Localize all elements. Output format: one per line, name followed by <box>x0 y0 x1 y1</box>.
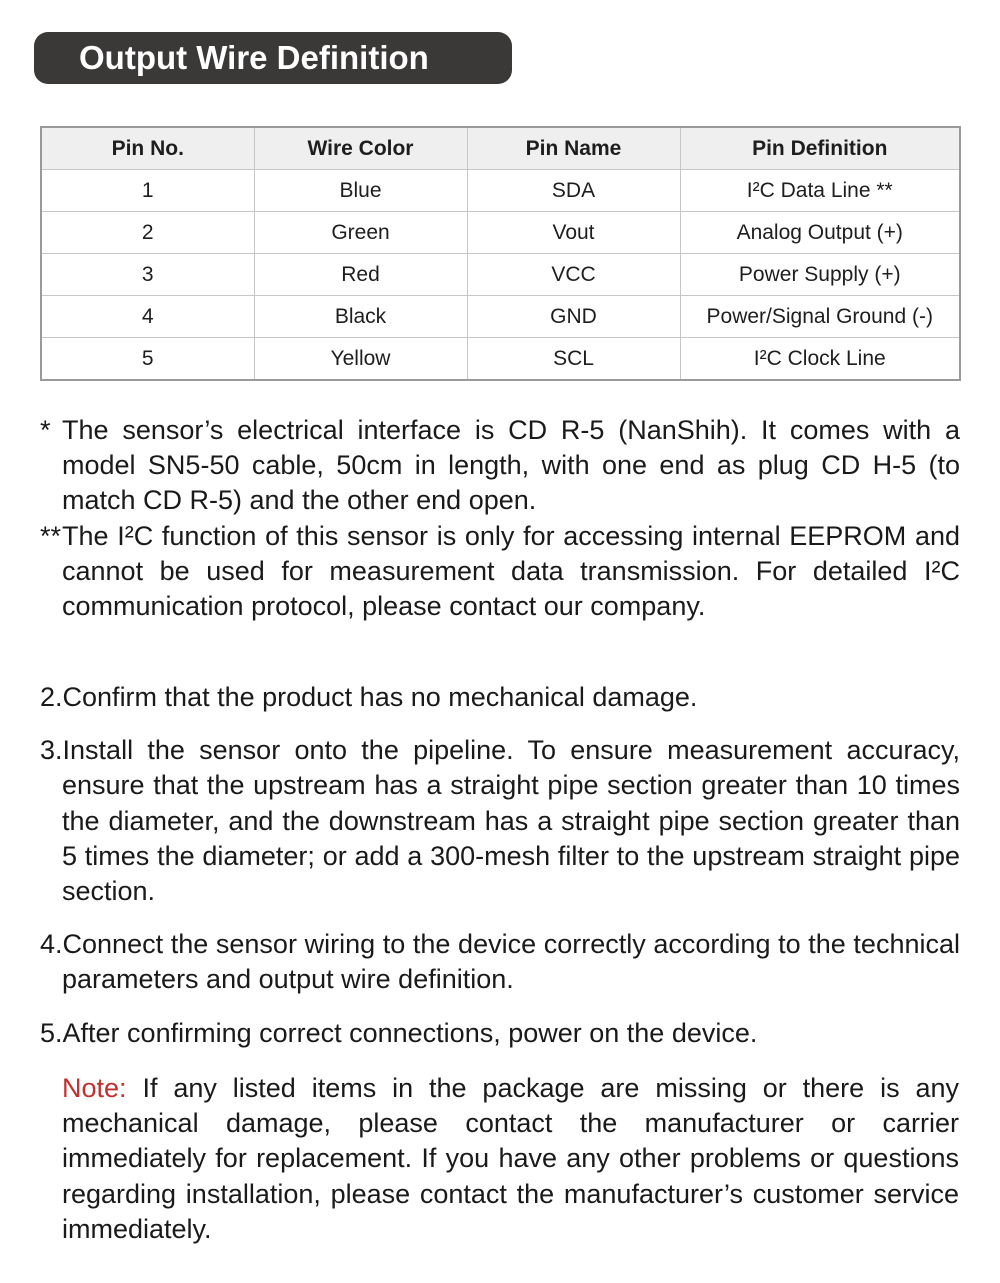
cell-pin-no: 5 <box>41 338 254 381</box>
footnote-1 <box>40 413 960 519</box>
table-row <box>41 338 960 381</box>
cell-pin-name: Vout <box>467 212 680 254</box>
cell-wire-color: Green <box>254 212 467 254</box>
cell-pin-definition: Power Supply (+) <box>680 254 960 296</box>
section-title: Output Wire Definition <box>79 39 429 76</box>
header-wire-color: Wire Color <box>254 127 467 170</box>
header-pin-definition: Pin Definition <box>680 127 960 170</box>
cell-pin-definition: Analog Output (+) <box>680 212 960 254</box>
cell-pin-no: 2 <box>41 212 254 254</box>
cell-pin-definition: Power/Signal Ground (-) <box>680 296 960 338</box>
cell-wire-color: Red <box>254 254 467 296</box>
cell-wire-color: Yellow <box>254 338 467 381</box>
cell-pin-name: SCL <box>467 338 680 381</box>
section-title-bar <box>34 32 512 84</box>
cell-pin-definition: I²C Clock Line <box>680 338 960 381</box>
footnote-1-marker: * <box>40 415 51 445</box>
note-text: If any listed items in the package are missing or there is any mechanical damage, please contact the manufacturer or carrier immediately for replacement. If you have any other problems or questions regarding installation, please contact the manufacturer’s customer service immediately. <box>62 1073 959 1244</box>
step-item <box>40 927 960 997</box>
table-row <box>41 254 960 296</box>
step-text: Install the sensor onto the pipeline. To ensure measurement accuracy, ensure that the upstream has a straight pipe section greater than 10 times the diameter, and the downstream has a straight pipe section greater than 5 times the diameter; or add a 300-mesh filter to the upstream straight pipe section. <box>62 735 960 907</box>
footnote-2-marker: ** <box>40 520 62 551</box>
step-text: Confirm that the product has no mechanical damage. <box>62 682 698 712</box>
footnotes <box>40 413 960 624</box>
table-header-row <box>41 127 960 170</box>
footnote-1-text: The sensor’s electrical interface is CD R-5 (NanShih). It comes with a model SN5-50 cable, 50cm in length, with one end as plug CD H-5 (to match CD R-5) and the other end open. <box>62 415 960 516</box>
step-text: Connect the sensor wiring to the device correctly according to the technical parameters and output wire definition. <box>62 929 960 995</box>
cell-wire-color: Black <box>254 296 467 338</box>
step-item <box>40 1016 960 1051</box>
cell-pin-name: VCC <box>467 254 680 296</box>
table-row <box>41 296 960 338</box>
step-number: 3. <box>40 735 63 766</box>
step-item <box>40 733 960 909</box>
installation-steps <box>40 680 960 1069</box>
wire-definition-table <box>40 126 961 381</box>
footnote-2-text: The I²C function of this sensor is only for accessing internal EEPROM and cannot be used for measurement data transmission. For detailed I²C communication protocol, please contact our company. <box>62 520 960 622</box>
cell-pin-definition: I²C Data Line ** <box>680 170 960 212</box>
cell-pin-name: GND <box>467 296 680 338</box>
step-item <box>40 680 960 715</box>
step-text: After confirming correct connections, power on the device. <box>62 1017 758 1048</box>
cell-wire-color: Blue <box>254 170 467 212</box>
note-paragraph <box>62 1071 959 1247</box>
cell-pin-name: SDA <box>467 170 680 212</box>
step-number: 5. <box>40 1017 63 1048</box>
note-label: Note: <box>62 1073 127 1103</box>
header-pin-name: Pin Name <box>467 127 680 170</box>
footnote-2 <box>40 519 960 625</box>
cell-pin-no: 4 <box>41 296 254 338</box>
table-row <box>41 170 960 212</box>
step-number: 4. <box>40 929 63 960</box>
cell-pin-no: 3 <box>41 254 254 296</box>
step-number: 2. <box>40 682 63 712</box>
cell-pin-no: 1 <box>41 170 254 212</box>
table-row <box>41 212 960 254</box>
header-pin-no: Pin No. <box>41 127 254 170</box>
